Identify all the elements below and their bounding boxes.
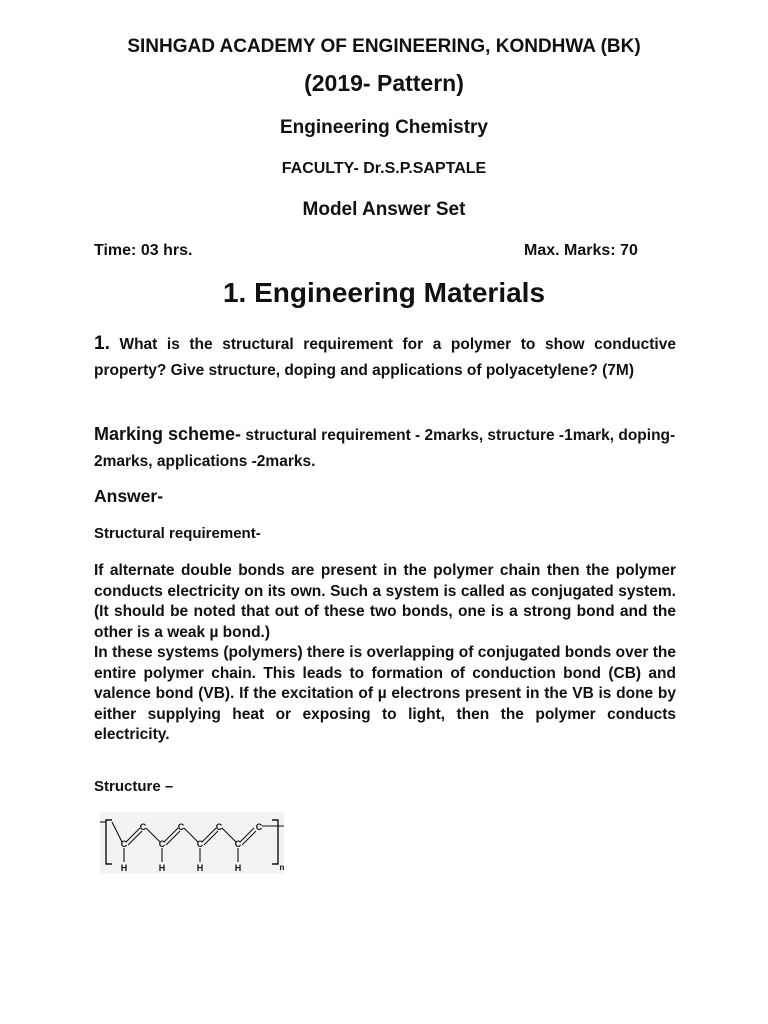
- institution-name: SINHGAD ACADEMY OF ENGINEERING, KONDHWA (BK): [127, 36, 641, 57]
- answer-label: Answer-: [94, 486, 164, 506]
- structural-requirement-heading: Structural requirement-: [94, 525, 261, 542]
- atom-c: C: [215, 822, 223, 832]
- atom-h: H: [158, 863, 166, 873]
- marking-scheme: [94, 421, 676, 475]
- paragraph-1: If alternate double bonds are present in the polymer chain then the polymer conducts electricity on its own. Such a system is called as conjugated system. (It should be noted that out of these two bonds, one is a strong bond and the other is a weak µ bond.): [94, 562, 676, 641]
- atom-c: C: [177, 822, 185, 832]
- chapter-title: 1. Engineering Materials: [222, 277, 546, 308]
- pattern-label: (2019- Pattern): [304, 70, 464, 96]
- paragraph-2: In these systems (polymers) there is overlapping of conjugated bonds over the entire polymer chain. This leads to formation of conduction bond (CB) and valence bond (VB). If the excitation of µ electrons present in the VB is done by either supplying heat or exposing to light, then the polymer conducts electricity.: [94, 644, 676, 743]
- atom-h: H: [196, 863, 204, 873]
- atom-c: C: [158, 839, 166, 849]
- question-1: [94, 331, 676, 384]
- atom-c: C: [255, 822, 263, 832]
- atom-c: C: [234, 839, 242, 849]
- atom-h: H: [234, 863, 242, 873]
- atom-c: C: [120, 839, 128, 849]
- set-title: Model Answer Set: [302, 199, 466, 220]
- structural-requirement-body: [94, 561, 676, 746]
- polyacetylene-structure-figure: [100, 812, 284, 874]
- course-title: Engineering Chemistry: [280, 117, 488, 138]
- faculty-name: FACULTY- Dr.S.P.SAPTALE: [281, 160, 487, 177]
- question-text: What is the structural requirement for a polymer to show conductive property? Give structure, doping and applications of polyacetylene? (7M): [94, 336, 676, 379]
- max-marks: Max. Marks: 70: [524, 242, 638, 259]
- question-number: 1.: [94, 333, 110, 354]
- atom-c: C: [196, 839, 204, 849]
- exam-time: Time: 03 hrs.: [94, 242, 193, 259]
- marking-scheme-label: Marking scheme-: [94, 424, 242, 444]
- repeat-subscript: n: [279, 863, 284, 872]
- atom-c: C: [139, 822, 147, 832]
- marking-scheme-text: structural requirement - 2marks, structure -1mark, doping-2marks, applications -2marks.: [94, 427, 676, 470]
- atom-h: H: [120, 863, 128, 873]
- structure-heading: Structure –: [94, 778, 174, 795]
